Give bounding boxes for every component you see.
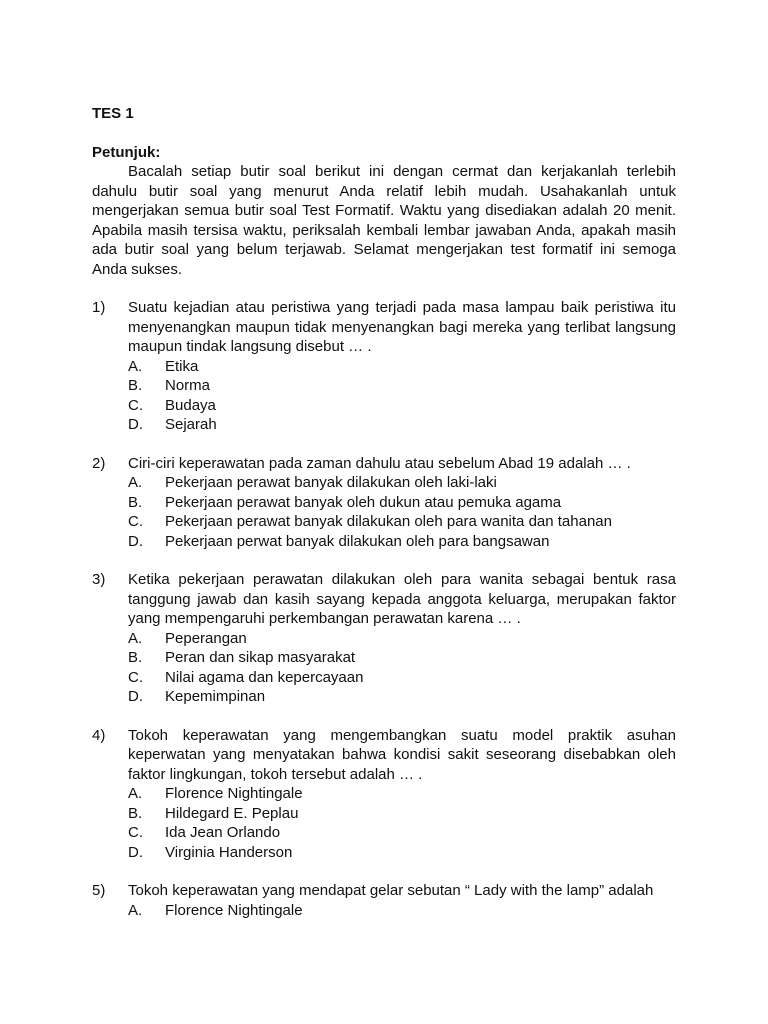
option-letter: D. <box>128 688 143 705</box>
answer-option <box>128 648 676 668</box>
question-text: Suatu kejadian atau peristiwa yang terjadi pada masa lampau baik peristiwa itu menyenangkan maupun tidak menyenangkan bagi mereka yang terlibat langsung maupun tindak langsung disebut … . <box>128 299 676 355</box>
answer-option <box>128 629 676 649</box>
option-letter: D. <box>128 532 143 550</box>
option-letter: A. <box>128 357 143 375</box>
question-row <box>92 881 676 920</box>
answer-option <box>128 687 676 707</box>
answer-option <box>128 804 676 824</box>
test-title: TES 1 <box>92 105 134 122</box>
question-number: 2) <box>92 454 106 472</box>
answer-option <box>128 396 676 416</box>
option-text: Sejarah <box>165 416 217 433</box>
option-letter: B. <box>128 649 143 666</box>
option-letter: A. <box>128 901 143 919</box>
question-row <box>92 454 676 552</box>
question-body <box>128 881 676 920</box>
option-text: Pekerjaan perawat banyak oleh dukun atau pemuka agama <box>165 493 562 511</box>
option-letter: A. <box>128 474 143 491</box>
question-body <box>128 570 676 707</box>
question-row <box>92 726 676 863</box>
answer-option <box>128 784 676 804</box>
option-letter: B. <box>128 493 143 511</box>
option-letter: C. <box>128 396 143 414</box>
option-letter: C. <box>128 668 143 686</box>
option-text: Peperangan <box>165 629 247 647</box>
option-text: Norma <box>165 377 211 394</box>
question-body <box>128 454 676 552</box>
option-text: Pekerjaan perawat banyak dilakukan oleh para wanita dan tahanan <box>165 513 612 530</box>
option-text: Virginia Handerson <box>165 843 293 861</box>
answer-option <box>128 415 676 435</box>
answer-option <box>128 532 676 552</box>
option-text: Pekerjaan perwat banyak dilakukan oleh para bangsawan <box>165 532 550 550</box>
question-number: 3) <box>92 571 106 588</box>
question-row <box>92 570 676 707</box>
option-letter: C. <box>128 513 143 530</box>
instructions-label: Petunjuk: <box>92 143 161 161</box>
option-letter: A. <box>128 785 143 802</box>
option-text: Pekerjaan perawat banyak dilakukan oleh laki-laki <box>165 474 497 491</box>
option-letter: B. <box>128 377 143 394</box>
answer-option <box>128 493 676 513</box>
question-4 <box>92 726 676 863</box>
question-text: Ketika pekerjaan perawatan dilakukan oleh para wanita sebagai bentuk rasa tanggung jawab dan kasih sayang kepada anggota keluarga, merupakan faktor yang mempengaruhi perkembangan perawatan karena … . <box>128 571 676 627</box>
option-text: Budaya <box>165 396 216 414</box>
question-row <box>92 298 676 435</box>
question-body <box>128 298 676 435</box>
question-text: Ciri-ciri keperawatan pada zaman dahulu atau sebelum Abad 19 adalah … . <box>128 454 631 472</box>
answer-option <box>128 668 676 688</box>
answer-option <box>128 376 676 396</box>
question-5 <box>92 881 676 920</box>
option-text: Etika <box>165 357 199 375</box>
option-letter: A. <box>128 629 143 647</box>
question-text: Tokoh keperawatan yang mengembangkan suatu model praktik asuhan keperwatan yang menyatakan bahwa kondisi sakit seseorang disebabkan oleh faktor lingkungan, tokoh tersebut adalah … . <box>128 726 676 783</box>
option-text: Ida Jean Orlando <box>165 824 281 841</box>
option-letter: D. <box>128 416 143 433</box>
answer-option <box>128 512 676 532</box>
option-text: Peran dan sikap masyarakat <box>165 649 356 666</box>
option-text: Florence Nightingale <box>165 901 303 919</box>
question-number: 5) <box>92 882 106 899</box>
answer-option <box>128 357 676 377</box>
answer-option <box>128 823 676 843</box>
question-number: 1) <box>92 299 106 316</box>
option-text: Florence Nightingale <box>165 785 303 802</box>
instructions-text: Bacalah setiap butir soal berikut ini dengan cermat dan kerjakanlah terlebih dahulu butir soal yang menurut Anda relatif lebih mudah. Usahakanlah untuk mengerjakan semua butir soal Test Formatif. Waktu yang disediakan adalah 20 menit. Apabila masih tersisa waktu, periksalah kembali lembar jawaban Anda, apakah masih ada butir soal yang belum terjawab. Selamat mengerjakan test formatif ini semoga Anda sukses. <box>92 163 676 278</box>
answer-option <box>128 843 676 863</box>
question-text: Tokoh keperawatan yang mendapat gelar sebutan “ Lady with the lamp” adalah <box>128 882 654 899</box>
option-letter: D. <box>128 843 143 861</box>
answer-option <box>128 473 676 493</box>
answer-option <box>128 901 676 921</box>
option-text: Kepemimpinan <box>165 688 266 705</box>
question-list <box>92 298 676 920</box>
question-1 <box>92 298 676 435</box>
option-letter: B. <box>128 804 143 822</box>
question-3 <box>92 570 676 707</box>
question-number: 4) <box>92 726 106 744</box>
option-letter: C. <box>128 824 143 841</box>
question-body <box>128 726 676 863</box>
option-text: Nilai agama dan kepercayaan <box>165 668 364 686</box>
question-2 <box>92 454 676 552</box>
option-text: Hildegard E. Peplau <box>165 804 299 822</box>
